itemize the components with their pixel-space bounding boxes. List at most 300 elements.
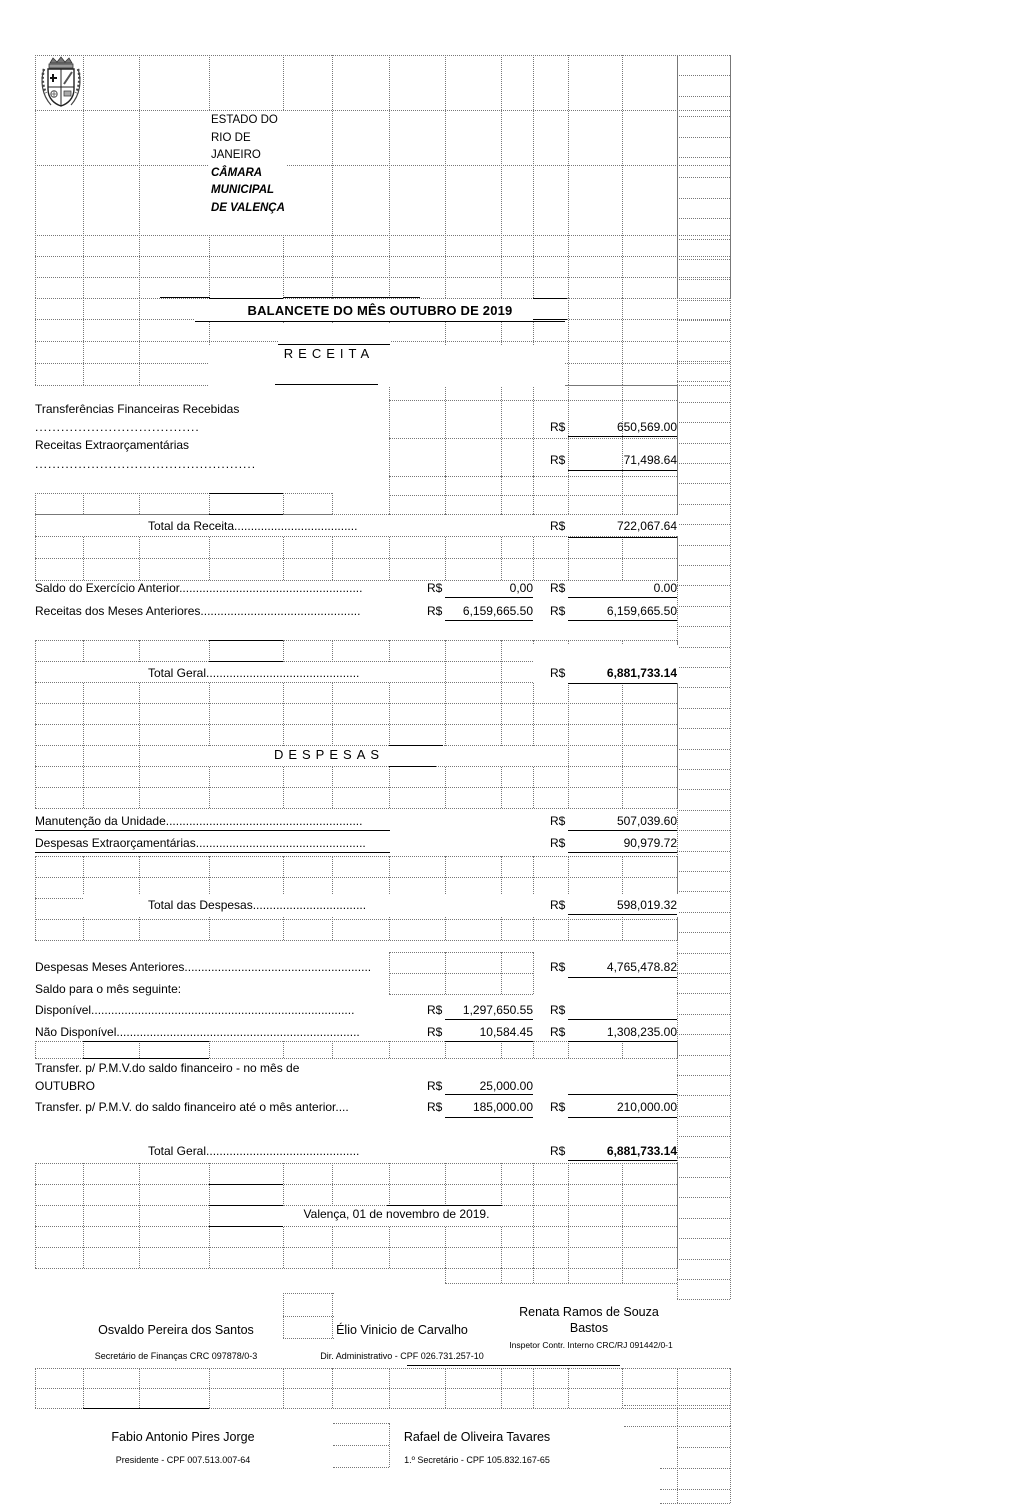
grid-line <box>677 218 730 219</box>
grid-line <box>533 1268 534 1283</box>
signature-role-rafael: 1.º Secretário - CPF 105.832.167-65 <box>404 1455 550 1465</box>
grid-line <box>677 239 730 240</box>
grid-line <box>677 1447 730 1448</box>
page-title: BALANCETE DO MÊS OUTUBRO DE 2019 <box>247 303 513 318</box>
grid-line <box>332 1041 333 1058</box>
despesas-extra-label: Despesas Extraorçamentárias................................................... <box>35 836 366 850</box>
grid-line <box>677 1238 730 1239</box>
grid-line <box>677 953 730 954</box>
transfer1-label-line2: OUTUBRO <box>35 1079 95 1093</box>
currency-label: R$ <box>550 814 566 828</box>
grid-line <box>35 558 677 559</box>
solid-rule <box>160 297 210 298</box>
grid-line <box>389 438 677 439</box>
solid-rule <box>533 319 567 320</box>
signature-role-fabio: Presidente - CPF 007.513.007-64 <box>115 1455 251 1465</box>
grid-line <box>622 55 623 298</box>
grid-line <box>677 1259 730 1260</box>
solid-rule <box>35 830 390 831</box>
grid-line <box>445 1283 677 1284</box>
solid-rule <box>568 597 677 598</box>
nao-disponivel-label: Não Disponível......................................................................... <box>35 1025 360 1039</box>
grid-line <box>35 787 677 788</box>
disponivel-value-right <box>550 1003 677 1018</box>
signature-name-osvaldo: Osvaldo Pereira dos Santos <box>98 1323 254 1337</box>
grid-line <box>35 235 730 236</box>
grid-line <box>677 585 730 586</box>
grid-line <box>677 830 730 831</box>
despesas-meses-value <box>550 960 677 975</box>
nao-disponivel-value-right <box>550 1025 677 1040</box>
solid-rule <box>407 1365 620 1366</box>
currency-label: R$ <box>427 1003 443 1017</box>
grid-line <box>677 198 730 199</box>
grid-line <box>389 385 390 476</box>
grid-line <box>533 952 534 994</box>
grid-line <box>333 1467 389 1468</box>
grid-line <box>677 1218 730 1219</box>
grid-line <box>677 75 730 76</box>
receitas-meses-label: Receitas dos Meses Anteriores................................................ <box>35 604 361 618</box>
amount-value: 722,067.64 <box>616 519 677 533</box>
grid-line <box>389 973 533 974</box>
manutencao-value <box>550 814 677 829</box>
grid-line <box>677 1279 730 1280</box>
solid-rule <box>568 683 677 684</box>
grid-line <box>389 1041 390 1058</box>
grid-line <box>677 361 730 362</box>
despesas-meses-label: Despesas Meses Anteriores........................................................ <box>35 960 372 974</box>
grid-line <box>35 1388 730 1389</box>
row-transferencias-leader: ...................................... <box>35 420 200 434</box>
amount-value: 10,584.45 <box>479 1025 533 1039</box>
solid-rule <box>83 1408 209 1409</box>
solid-rule <box>568 1117 677 1118</box>
solid-rule <box>445 1117 533 1118</box>
currency-label: R$ <box>550 836 566 850</box>
grid-line <box>677 320 730 321</box>
solid-rule <box>209 640 283 641</box>
receita-heading: RECEITA <box>283 346 375 361</box>
currency-label: R$ <box>550 519 566 533</box>
grid-line <box>35 493 36 514</box>
grid-line <box>445 1041 446 1058</box>
solid-rule <box>209 1226 283 1227</box>
grid-line <box>283 493 284 514</box>
amount-value: 6,881,733.14 <box>606 666 677 680</box>
grid-line <box>677 1177 730 1178</box>
grid-line <box>677 476 678 514</box>
grid-line <box>389 952 533 953</box>
grid-line <box>35 640 677 641</box>
currency-label: R$ <box>427 1025 443 1039</box>
grid-line <box>35 724 677 725</box>
date-line: Valença, 01 de novembro de 2019. <box>303 1207 490 1221</box>
grid-line <box>677 810 730 811</box>
currency-label: R$ <box>427 604 443 618</box>
total-receita-value <box>550 519 677 534</box>
solid-rule <box>445 1041 533 1042</box>
solid-rule <box>568 436 677 437</box>
grid-line <box>333 1423 389 1424</box>
grid-line <box>35 277 730 278</box>
currency-label: R$ <box>550 453 566 467</box>
grid-line <box>677 443 730 444</box>
grid-line <box>677 891 730 892</box>
grid-line <box>533 385 534 476</box>
grid-line <box>35 940 677 941</box>
grid-line <box>677 463 730 464</box>
grid-line <box>677 545 730 546</box>
amount-value: 6,159,665.50 <box>462 604 533 618</box>
saldo-anterior-value-mid <box>427 581 533 596</box>
signature-role-elio: Dir. Administrativo - CPF 026.731.257-10 <box>320 1351 484 1361</box>
solid-rule <box>568 1041 677 1042</box>
grid-line <box>677 565 730 566</box>
grid-line <box>283 1041 284 1058</box>
despesas-heading: DESPESAS <box>273 747 385 762</box>
grid-line <box>677 851 730 852</box>
solid-rule <box>83 1058 209 1059</box>
grid-line <box>677 1157 730 1158</box>
grid-line <box>35 1184 677 1185</box>
row-receitas-extra-leader: ................................................... <box>35 457 257 471</box>
solid-rule <box>445 1094 533 1095</box>
grid-line <box>677 1299 730 1300</box>
solid-rule <box>195 321 565 322</box>
grid-line <box>389 400 677 401</box>
grid-line <box>139 1163 140 1268</box>
grid-line <box>568 1268 569 1283</box>
currency-label: R$ <box>550 1144 566 1158</box>
row-transferencias-label: Transferências Financeiras Recebidas <box>35 402 240 416</box>
grid-line <box>35 514 36 580</box>
grid-line <box>533 1041 534 1058</box>
grid-line <box>501 385 502 476</box>
row-receitas-extra-label: Receitas Extraorçamentárias <box>35 438 190 452</box>
transfer2-value-right <box>550 1100 677 1115</box>
grid-line <box>677 1055 730 1056</box>
org-state: ESTADO DO RIO DE JANEIRO <box>211 114 278 161</box>
grid-line <box>209 493 210 514</box>
grid-line <box>660 1503 730 1504</box>
grid-line <box>624 1426 730 1427</box>
grid-line <box>677 504 730 505</box>
grid-line <box>332 55 333 298</box>
total-despesas-label: Total das Despesas.................................. <box>148 898 367 912</box>
grid-line <box>677 769 730 770</box>
grid-line <box>35 919 677 920</box>
grid-line <box>677 422 730 423</box>
grid-line <box>677 1014 730 1015</box>
grid-line <box>730 1368 731 1408</box>
currency-label: R$ <box>550 898 566 912</box>
solid-rule <box>568 537 677 538</box>
solid-rule <box>568 914 677 915</box>
grid-line <box>283 1316 334 1317</box>
grid-line <box>730 1426 731 1489</box>
solid-rule <box>35 852 390 853</box>
solid-rule <box>445 1019 533 1020</box>
grid-line <box>332 493 333 514</box>
transfer1-label-line1: Transfer. p/ P.M.V.do saldo financeiro - no mês de <box>35 1061 300 1075</box>
disponivel-value-mid <box>427 1003 533 1018</box>
grid-line <box>389 476 677 477</box>
grid-line <box>677 708 730 709</box>
transfer1-value-mid <box>427 1079 533 1094</box>
grid-line <box>501 1041 502 1058</box>
grid-line <box>83 493 84 514</box>
org-header <box>211 112 287 217</box>
total-geral1-value <box>550 666 677 681</box>
grid-line <box>35 766 677 767</box>
grid-line <box>677 402 730 403</box>
grid-line <box>501 1268 502 1283</box>
spacer-cell <box>278 323 390 343</box>
receitas-meses-value-mid <box>427 604 533 619</box>
amount-value: 90,979.72 <box>623 836 677 850</box>
grid-line <box>677 1268 678 1283</box>
solid-rule <box>568 1094 677 1095</box>
solid-rule <box>275 384 378 385</box>
grid-line <box>677 524 730 525</box>
grid-line <box>568 55 569 298</box>
transfer2-value-mid <box>427 1100 533 1115</box>
grid-line <box>35 256 730 257</box>
grid-line <box>35 1368 730 1369</box>
total-geral2-value <box>550 1144 677 1159</box>
solid-rule <box>568 620 677 621</box>
grid-line <box>677 626 730 627</box>
grid-line <box>209 1163 210 1268</box>
grid-line <box>35 493 332 494</box>
grid-line <box>83 1041 84 1058</box>
solid-rule <box>83 1041 209 1042</box>
solid-rule <box>209 514 283 515</box>
municipal-coat-of-arms-icon <box>38 55 84 116</box>
amount-value: 6,159,665.50 <box>606 604 677 618</box>
grid-line <box>35 1041 36 1058</box>
solid-rule <box>209 298 283 299</box>
solid-rule <box>533 298 567 299</box>
amount-value: 6,881,733.14 <box>606 1144 677 1158</box>
amount-value: 650,569.00 <box>616 420 677 434</box>
grid-line <box>677 1095 730 1096</box>
grid-line <box>389 495 677 496</box>
currency-label: R$ <box>550 1025 566 1039</box>
grid-line <box>677 483 730 484</box>
grid-line <box>677 1075 730 1076</box>
grid-line <box>677 728 730 729</box>
saldo-seguinte-heading: Saldo para o mês seguinte: <box>35 982 182 996</box>
solid-rule <box>568 830 677 831</box>
currency-label: R$ <box>550 604 566 618</box>
grid-line <box>35 55 36 298</box>
solid-rule <box>445 620 533 621</box>
grid-line <box>677 385 678 476</box>
solid-rule <box>209 1184 283 1185</box>
manutencao-label: Manutenção da Unidade........................................................... <box>35 814 363 828</box>
grid-line <box>35 1268 677 1269</box>
grid-line <box>677 749 730 750</box>
grid-line <box>501 55 502 298</box>
grid-line <box>389 55 390 298</box>
signature-name-renata: Renata Ramos de Souza Bastos <box>519 1305 659 1335</box>
signature-name-fabio: Fabio Antonio Pires Jorge <box>111 1430 255 1444</box>
currency-label: R$ <box>427 1100 443 1114</box>
amount-value: 598,019.32 <box>616 898 677 912</box>
grid-line <box>730 1405 731 1426</box>
grid-line <box>139 493 140 514</box>
grid-line <box>677 932 730 933</box>
currency-label: R$ <box>427 1079 443 1093</box>
receitas-meses-value-right <box>550 604 677 619</box>
grid-line <box>35 1247 677 1248</box>
grid-line <box>677 1116 730 1117</box>
grid-line <box>677 1163 678 1268</box>
currency-label: R$ <box>550 581 566 595</box>
solid-rule <box>389 745 443 746</box>
solid-rule <box>387 1205 502 1206</box>
grid-line <box>677 177 730 178</box>
grid-line <box>677 381 730 382</box>
grid-line <box>35 877 677 878</box>
grid-line <box>677 137 730 138</box>
solid-rule <box>445 597 533 598</box>
currency-label: R$ <box>550 1003 566 1017</box>
solid-rule <box>568 1160 677 1161</box>
currency-label: R$ <box>550 1100 566 1114</box>
amount-value: 185,000.00 <box>472 1100 533 1114</box>
nao-disponivel-value-mid <box>427 1025 533 1040</box>
grid-line <box>730 55 731 298</box>
row-receitas-extra-value <box>550 453 677 468</box>
grid-line <box>35 1163 677 1164</box>
grid-line <box>677 1136 730 1137</box>
solid-rule <box>568 470 677 471</box>
grid-line <box>568 1041 569 1058</box>
grid-line <box>677 667 730 668</box>
grid-line <box>677 687 730 688</box>
solid-rule <box>209 661 283 662</box>
grid-line <box>35 856 677 857</box>
grid-line <box>730 298 731 385</box>
grid-line <box>568 1163 569 1268</box>
grid-line <box>677 1489 730 1490</box>
grid-line <box>677 259 730 260</box>
grid-line <box>677 1426 678 1489</box>
amount-value: 1,308,235.00 <box>606 1025 677 1039</box>
amount-value: 1,297,650.55 <box>462 1003 533 1017</box>
solid-rule <box>209 493 283 494</box>
grid-line <box>35 1226 677 1227</box>
signature-role-renata: Inspetor Contr. Interno CRC/RJ 091442/0-1 <box>509 1340 673 1350</box>
saldo-anterior-value-right <box>550 581 677 596</box>
solid-rule <box>568 977 677 978</box>
despesas-extra-value <box>550 836 677 851</box>
grid-line <box>677 912 730 913</box>
disponivel-label: Disponível............................................................................... <box>35 1003 355 1017</box>
grid-line <box>677 116 730 117</box>
grid-line <box>677 1197 730 1198</box>
grid-line <box>445 55 446 298</box>
solid-rule <box>283 297 420 298</box>
grid-line <box>677 606 730 607</box>
grid-line <box>677 789 730 790</box>
currency-label: R$ <box>550 666 566 680</box>
solid-rule <box>278 344 390 345</box>
total-geral2-label: Total Geral.............................................. <box>148 1144 360 1158</box>
grid-line <box>677 55 678 298</box>
grid-line <box>677 993 730 994</box>
grid-line <box>677 279 730 280</box>
grid-line <box>83 1163 84 1268</box>
amount-value: 71,498.64 <box>623 453 677 467</box>
grid-line <box>677 973 730 974</box>
grid-line <box>622 1041 623 1058</box>
amount-value: 507,039.60 <box>616 814 677 828</box>
grid-line <box>139 55 140 298</box>
signature-name-rafael: Rafael de Oliveira Tavares <box>403 1430 551 1444</box>
grid-line <box>445 385 446 476</box>
grid-line <box>677 300 730 301</box>
grid-line <box>333 1445 389 1446</box>
grid-line <box>677 1041 678 1058</box>
grid-line <box>622 1268 623 1283</box>
grid-line <box>209 1041 210 1058</box>
grid-line <box>283 1338 334 1339</box>
grid-line <box>622 1163 623 1268</box>
solid-rule <box>568 1019 677 1020</box>
grid-line <box>533 1163 534 1268</box>
org-chamber: CÂMARA MUNICIPAL DE VALENÇA <box>211 166 285 214</box>
saldo-anterior-label: Saldo do Exercício Anterior....................................................... <box>35 581 363 595</box>
grid-line <box>677 157 730 158</box>
grid-line <box>283 1293 334 1294</box>
solid-rule <box>209 1205 283 1206</box>
transfer2-label: Transfer. p/ P.M.V. do saldo financeiro até o mês anterior.... <box>35 1100 349 1114</box>
row-transferencias-value <box>550 420 677 435</box>
total-geral1-label: Total Geral.............................................. <box>148 666 360 680</box>
grid-line <box>533 55 534 298</box>
grid-line <box>35 165 730 166</box>
amount-value: 4,765,478.82 <box>606 960 677 974</box>
grid-line <box>677 871 730 872</box>
grid-line <box>35 110 730 111</box>
solid-rule <box>389 766 436 767</box>
amount-value: 210,000.00 <box>616 1100 677 1114</box>
grid-line <box>677 1468 730 1469</box>
currency-label: R$ <box>427 581 443 595</box>
solid-rule <box>568 852 677 853</box>
grid-line <box>677 96 730 97</box>
total-receita-label: Total da Receita..................................... <box>148 519 358 533</box>
grid-line <box>677 1034 730 1035</box>
total-despesas-value <box>550 898 677 913</box>
signature-role-osvaldo: Secretário de Finanças CRC 097878/0-3 <box>94 1351 258 1361</box>
amount-value: 0,00 <box>509 581 533 595</box>
grid-line <box>445 1268 446 1283</box>
currency-label: R$ <box>550 420 566 434</box>
grid-line <box>35 55 730 56</box>
grid-line <box>139 1041 140 1058</box>
grid-line <box>35 1163 36 1268</box>
grid-line <box>389 994 533 995</box>
currency-label: R$ <box>550 960 566 974</box>
amount-value: 0.00 <box>653 581 677 595</box>
signature-name-elio: Élio Vinicio de Carvalho <box>336 1323 468 1337</box>
grid-line <box>35 808 677 809</box>
